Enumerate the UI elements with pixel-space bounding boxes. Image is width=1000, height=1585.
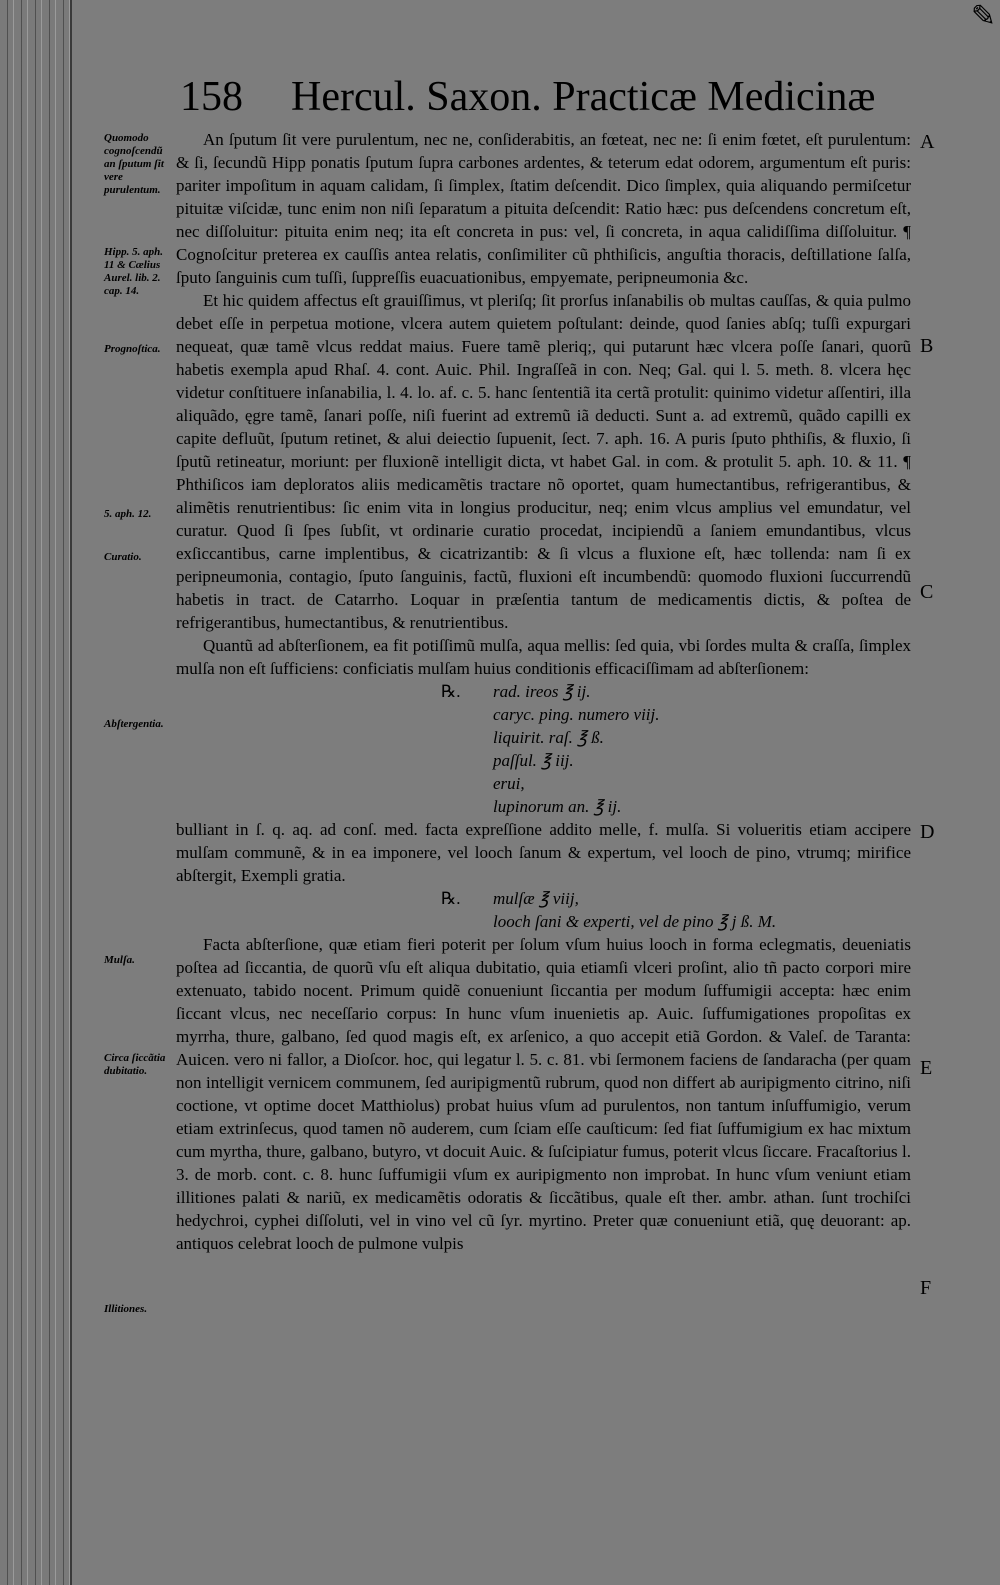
recipe-symbol: ℞.	[441, 889, 461, 908]
page-number: 158	[180, 74, 243, 120]
paragraph-siccantia: Facta abſterſione, quæ etiam fieri poterit per ſolum vſum huius looch in forma eclegmatis, deueniatis poſtea ad ſiccantia, de quorũ vſu eſt aliqua dubitatio, quia etiamſi vlceri proſint, alio tñ pacto corpori mire extenuato, tabido nocent. Primum quidẽ conueniunt ſiccantia per modum ſuffumigii accepta: hæc enim ſiccant vlcus, nec neceſſario corpus: In hunc vſum inuenietis ap. Auic. ſuffumigationes propoſitas ex myrrha, thure, galbano, ſed quod magis eſt, ex arſenico, a quo accepit etiã Gordon. & Valeſ. de Taranta: Auicen. vero ni fallor, a Dioſcor. hoc, qui legatur l. 5. c. 81. vbi ſermonem faciens de ſandaracha (per quam non intelligit vernicem communem, ſed auripigmentũ rubrum, quod non differt ab auripigmento citrino, niſi coctione, vt optime docet Matthiolus) probat huius vſum ad purulentos, non tantum inſuffumigio, verum etiam extrinſecus, quod tamen nõ auderem, cum ſciam eſſe cauſticum: ſed fiat ſuffumigium ex hac mixtum cum myrtha, thure, galbano, butyro, vt docuit Auic. & ſuſcipiatur fumus, poterit vlcus ſiccare. Fracaſtorius l. 3. de morb. cont. c. 8. hunc ſuffumigii vſum ex auripigmento non improbat. In hunc vſum veniunt etiam illitiones palati & nariũ, ex medicamẽtis odoratis & ſiccãtibus, quale eſt ther. ambr. athan. ſunt trochiſci hedychroi, cyphei diſſoluti, vel in vino vel cũ ſyr. myrtino. Preter quæ conueniunt etiã, quę deuorant: ap. antiquos celebrat looch de pulmone vulpis	[176, 935, 911, 1253]
margin-note-curatio: Curatio.	[104, 551, 142, 563]
running-title: Hercul. Saxon. Practicæ Medicinæ	[291, 74, 876, 120]
side-letter-b: B	[920, 335, 934, 357]
side-letter-f: F	[920, 1277, 932, 1299]
margin-note-illitiones: Illitiones.	[104, 1303, 148, 1315]
recipe-line	[176, 887, 911, 910]
margin-note-quomodo: Quomodo cognoſcendũ an ſputum ſit vere purulentum.	[104, 132, 164, 196]
recipe-closing-text: bulliant in ſ. q. aq. ad conſ. med. facta expreſſione addito melle, f. mulſa. Si volueritis etiam accipere mulſam communẽ, & in ea imponere, vel looch ſanum & expertum, vel looch de pino, vtrumq; mirifice abſtergit, Exempli gratia.	[176, 820, 911, 885]
page-header	[180, 72, 875, 122]
margin-note-abstergentia: Abſtergentia.	[104, 718, 164, 730]
recipe-line	[176, 795, 911, 818]
recipe-line	[176, 910, 911, 933]
recipe-line	[176, 703, 911, 726]
recipe-ingredient: rad. ireos ℥ ij.	[493, 682, 591, 701]
recipe-ingredient: lupinorum an. ℥ ij.	[493, 797, 622, 816]
recipe-ingredient: erui,	[493, 774, 525, 793]
paragraph-abstersion: Quantũ ad abſterſionem, ea fit potiſſimũ mulſa, aqua mellis: ſed quia, vbi ſordes multa & craſſa, ſimplex mulſa non eſt ſufficiens: conficiatis mulſam huius conditionis efficaciſſimam ad abſterſionem:	[176, 636, 911, 678]
main-text-column	[176, 128, 911, 1255]
recipe-ingredient: liquirit. raſ. ℥ ß.	[493, 728, 604, 747]
side-letter-e: E	[920, 1057, 933, 1079]
recipe-line	[176, 772, 911, 795]
side-letter-c: C	[920, 581, 934, 603]
paragraph-purulent-sputum: An ſputum ſit vere purulentum, nec ne, conſiderabitis, an fœteat, nec ne: ſi enim fœtet, eſt purulentum: & ſi, ſecundũ Hipp ponatis ſputum ſupra carbones ardentes, & teterum edat odorem, argumentum eſt puris: pariter impoſitum in aquam calidam, ſi ſimplex, ſtatim deſcendit. Dico ſimplex, quia aliquando permiſcetur pituitæ viſcidæ, tunc enim non niſi ſeparatum a pituita deſcendit: Ratio hæc: pus deſcendens concretum eſt, nec diſſoluitur: pituita enim neq; ita eſt concreta in pus: vel, ſi concreta, in aqua calidiſſima diſſoluitur. ¶ Cognoſcitur preterea ex cauſſis antea relatis, conſimiliter cũ phthiſicis, anguſtia thoracis, deſtillatione ſalſa, ſputo ſanguinis cum tuſſi, ſuppreſſis euacuationibus, empyemate, peripneumonia &c.	[176, 130, 911, 287]
recipe-line	[176, 680, 911, 703]
paragraph-prognosis-cure: Et hic quidem affectus eſt grauiſſimus, vt pleriſq; ſit prorſus inſanabilis ob multas cauſſas, & quia pulmo debet eſſe in perpetua motione, vlcera autem quietem poſtulant: deinde, quod ſanies abſq; tuſſi expurgari nequeat, quæ tamẽ vlcus reddat maius. Fuere tamẽ pleriq;, qui putarunt hæc vlcera poſſe ſanari, quorũ habetis exempla apud Rhaſ. 4. cont. Auic. Phil. Ingraſſeã in con. Neq; Gal. qui l. 5. meth. 8. vlcera hęc videtur conſtituere inſanabilia, l. 4. lo. af. c. 5. hanc ſententiã ita certã protulit: quinimo videtur aſſentiri, illa aliquãdo, ęgre tamẽ, ſanari poſſe, niſi fuerint ad extremũ iã deducti. Sunt a. ad extremũ, quãdo capilli ex capite defluũt, ſputum retinet, & alui deiectio ſupuenit, ſect. 7. aph. 16. A puris ſputo phthiſis, & fluxio, ſi ſputũ retineatur, moriunt: per fluxionẽ intelligit dicta, vt habet Gal. in com. & protulit 5. aph. 10. & 11. ¶ Phthiſicos iam deploratos aliis medicamẽtis tractare nõ oportet, quam humectantibus, refrigerantibus, & alimẽtis renutrientibus: ſic enim vita in longius producitur, neq; enim vlcus amplius vel emundatur, vel curatur. Quod ſi ſpes ſubſit, vt ordinarie curatio procedat, incipiendũ a ſaniem emundantibus, vlcus exſiccantibus, carne implentibus, & cicatrizantib: & ſi vlcus a fluxione eſt, hæc tollenda: nam ſi ex peripneumonia, contagio, ſputo ſanguinis, factũ, fluxioni eſt incumbendũ: quomodo fluxioni ſuccurrendũ habetis in tract. de Catarrho. Loquar in præſentia tantum de medicamentis dictis, & poſtea de refrigerantibus, humectantibus, & renutrientibus.	[176, 291, 911, 632]
recipe-line	[176, 726, 911, 749]
side-letter-d: D	[920, 821, 935, 843]
margin-note-hipp: Hipp. 5. aph. 11 & Cælius Aurel. lib. 2. cap. 14.	[104, 246, 163, 297]
margin-note-aph: 5. aph. 12.	[104, 508, 152, 520]
margin-note-siccantia: Circa ſiccãtia dubitatio.	[104, 1052, 166, 1077]
page-binding-edge	[0, 0, 72, 1585]
recipe-ingredient: mulſæ ℥ viij,	[493, 889, 579, 908]
side-letter-a: A	[920, 131, 935, 153]
recipe-symbol: ℞.	[441, 682, 461, 701]
margin-note-prognostica: Prognoſtica.	[104, 343, 161, 355]
recipe-ingredient: caryc. ping. numero viij.	[493, 705, 660, 724]
recipe-line	[176, 749, 911, 772]
recipe-ingredient: looch ſani & experti, vel de pino ℥ j ß. M.	[493, 912, 777, 931]
recipe-ingredient: paſſul. ℥ iij.	[493, 751, 574, 770]
margin-note-mulsa: Mulſa.	[104, 954, 135, 966]
corner-pen-mark: ✎	[970, 0, 996, 33]
